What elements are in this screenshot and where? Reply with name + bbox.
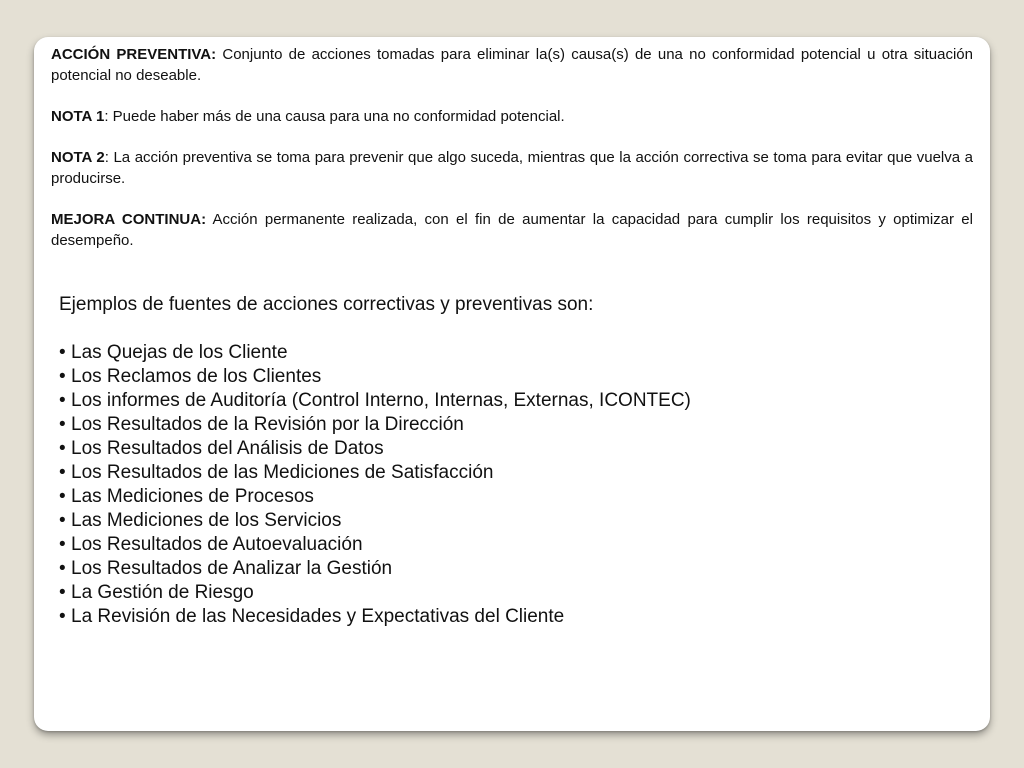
term-nota-2: NOTA 2 [51,149,105,166]
bullet-icon: • [59,606,66,627]
bullet-icon: • [59,510,66,531]
bullet-icon: • [59,582,66,603]
list-item: • La Gestión de Riesgo [59,582,254,603]
bullet-icon: • [59,462,66,483]
definition-accion-preventiva [51,44,973,86]
bullet-icon: • [59,486,66,507]
text-accion-preventiva: Conjunto de acciones tomadas para eliminar la(s) causa(s) de una no conformidad potencial u otra situación potencial no deseable. [51,46,973,84]
examples-list [59,341,959,629]
bullet-icon: • [59,390,66,411]
list-item: • Los informes de Auditoría (Control Interno, Internas, Externas, ICONTEC) [59,390,691,411]
list-item: • Las Quejas de los Cliente [59,342,288,363]
bullet-icon: • [59,342,66,363]
list-item: • Los Resultados del Análisis de Datos [59,438,384,459]
list-item: • Los Reclamos de los Clientes [59,366,322,387]
definition-nota-1 [51,106,973,127]
slide-card [34,37,990,731]
bullet-icon: • [59,558,66,579]
text-nota-1: : Puede haber más de una causa para una no conformidad potencial. [104,108,565,125]
bullet-icon: • [59,414,66,435]
term-nota-1: NOTA 1 [51,108,105,125]
bullet-icon: • [59,366,66,387]
list-item: • Los Resultados de la Revisión por la Dirección [59,414,464,435]
examples-block [59,293,959,629]
list-item: • La Revisión de las Necesidades y Expectativas del Cliente [59,606,565,627]
term-mejora-continua: MEJORA CONTINUA: [51,211,207,228]
list-item: • Las Mediciones de Procesos [59,486,314,507]
list-item: • Los Resultados de las Mediciones de Satisfacción [59,462,494,483]
list-item: • Los Resultados de Autoevaluación [59,534,363,555]
term-accion-preventiva: ACCIÓN PREVENTIVA: [51,46,217,63]
examples-heading: Ejemplos de fuentes de acciones correctivas y preventivas son: [59,294,594,315]
definitions-block [51,44,973,271]
list-item: • Los Resultados de Analizar la Gestión [59,558,393,579]
definition-nota-2 [51,147,973,189]
bullet-icon: • [59,438,66,459]
text-nota-2: : La acción preventiva se toma para prevenir que algo suceda, mientras que la acción correctiva se toma para evitar que vuelva a producirse. [51,149,973,187]
definition-mejora-continua [51,209,973,251]
list-item: • Las Mediciones de los Servicios [59,510,342,531]
bullet-icon: • [59,534,66,555]
text-mejora-continua: Acción permanente realizada, con el fin de aumentar la capacidad para cumplir los requisitos y optimizar el desempeño. [51,211,973,249]
